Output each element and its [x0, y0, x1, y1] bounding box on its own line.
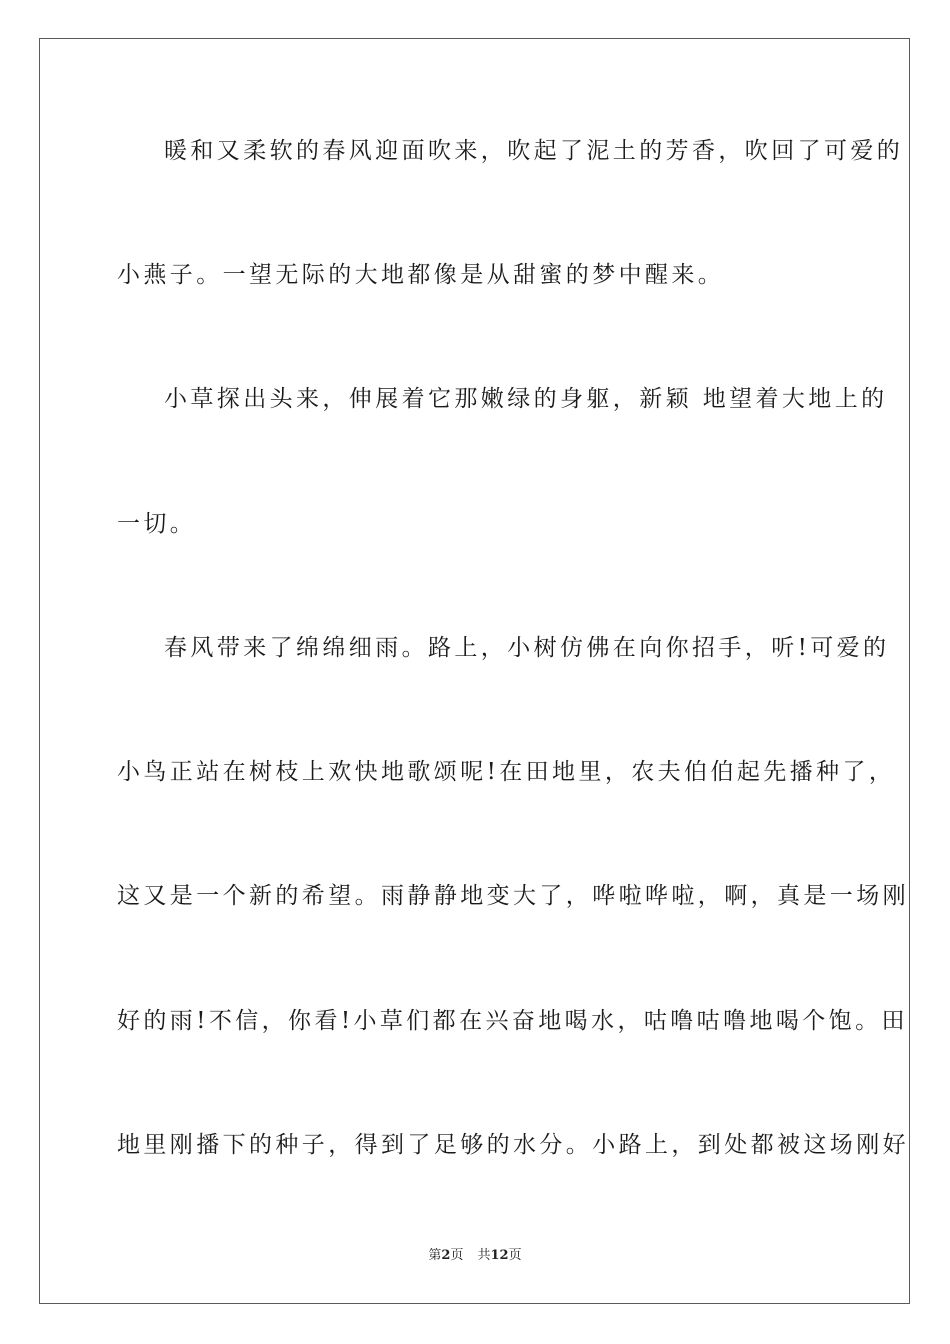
footer-page-suffix: 页 — [450, 1248, 464, 1263]
footer-total-pages: 12 — [490, 1248, 509, 1263]
paragraph-2-line-2: 一切。 — [117, 511, 197, 537]
page-border — [39, 38, 910, 1304]
paragraph-3-line-3: 这又是一个新的希望。雨静静地变大了，哗啦哗啦，啊，真是一场刚 — [117, 883, 909, 909]
footer-total-prefix: 共 — [477, 1248, 491, 1263]
paragraph-1-line-1: 暖和又柔软的春风迎面吹来，吹起了泥土的芳香，吹回了可爱的 — [164, 138, 904, 164]
paragraph-3-line-4: 好的雨!不信，你看!小草们都在兴奋地喝水，咕噜咕噜地喝个饱。田 — [117, 1008, 908, 1034]
footer-total-suffix: 页 — [508, 1248, 522, 1263]
paragraph-2-line-1: 小草探出头来，伸展着它那嫩绿的身躯，新颖 地望着大地上的 — [164, 386, 888, 412]
paragraph-1-line-2: 小燕子。一望无际的大地都像是从甜蜜的梦中醒来。 — [117, 262, 725, 288]
footer-page-prefix: 第 — [428, 1248, 442, 1263]
paragraph-3-line-5: 地里刚播下的种子，得到了足够的水分。小路上，到处都被这场刚好 — [117, 1132, 909, 1158]
footer-page-number: 2 — [441, 1248, 451, 1263]
paragraph-3-line-1: 春风带来了绵绵细雨。路上，小树仿佛在向你招手，听!可爱的 — [164, 635, 890, 661]
paragraph-3-line-2: 小鸟正站在树枝上欢快地歌颂呢!在田地里，农夫伯伯起先播种了， — [117, 759, 896, 785]
page-footer — [0, 1247, 950, 1265]
